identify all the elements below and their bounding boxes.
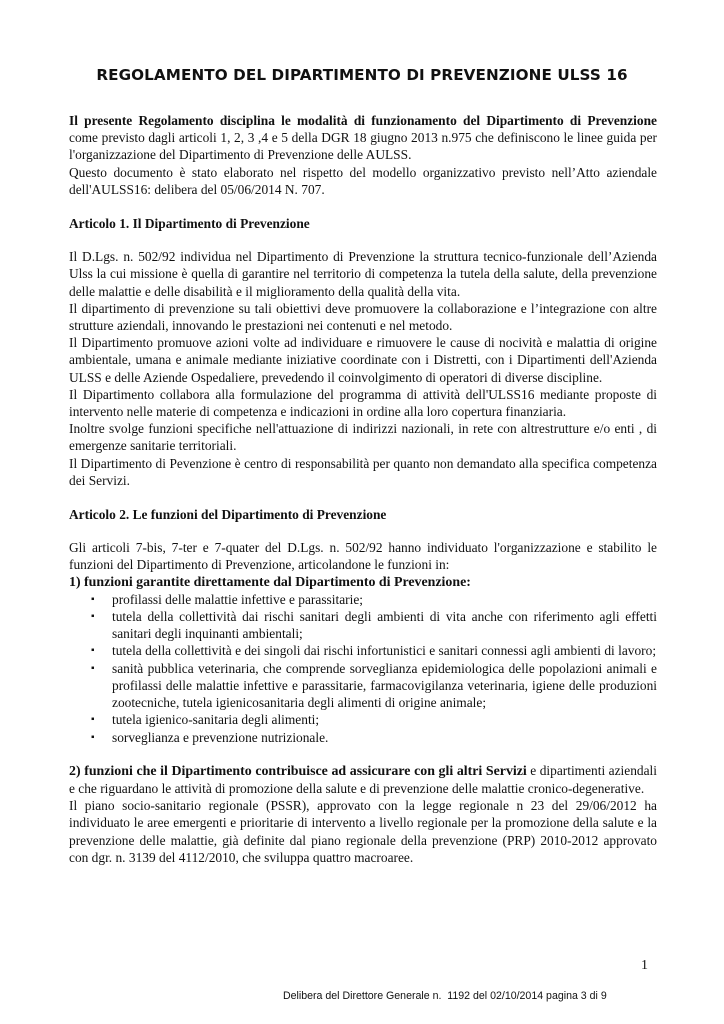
functions-list-2-heading: 2) funzioni che il Dipartimento contribuisce ad assicurare con gli altri Servizi	[69, 763, 527, 779]
bullet-icon: ▪	[91, 714, 95, 726]
bullet-icon: ▪	[91, 662, 95, 674]
bullet-icon: ▪	[91, 731, 95, 743]
list-item-text: profilassi delle malattie infettive e parassitarie;	[112, 591, 363, 607]
article-1-paragraph: Inoltre svolge funzioni specifiche nell'attuazione di indirizzi nazionali, in rete con altrestrutture e/o enti , di emergenze sanitarie territoriali.	[69, 421, 657, 454]
page-number: 1	[641, 958, 648, 973]
article-1-paragraph: Il Dipartimento di Pevenzione è centro di responsabilità per quanto non demandato alla specifica competenza dei Servizi.	[69, 455, 657, 488]
article-1-heading: Articolo 1. Il Dipartimento di Prevenzione	[69, 216, 310, 232]
article-1-paragraph: Il Dipartimento promuove azioni volte ad individuare e rimuovere le cause di nocività e malattia di origine ambientale, umana e animale mediante iniziative coordinate con i Distretti, con i Dipartimenti dell'Azienda ULSS e delle Aziende Ospedaliere, prevedendo il coinvolgimento di operatori di diverse discipline.	[69, 335, 657, 385]
article-1-paragraph: Il D.Lgs. n. 502/92 individua nel Dipartimento di Prevenzione la struttura tecnico-funzionale dell’Azienda Ulss la cui missione è quella di garantire nel territorio di competenza la tutela della salute, della prevenzione delle malattie e delle disabilità e il miglioramento della qualità della vita.	[69, 249, 657, 299]
article-1-paragraph: Il dipartimento di prevenzione su tali obiettivi deve promuovere la collaborazione e l’integrazione con altre strutture aziendali, innovando le prestazioni nei contenuti e nel metodo.	[69, 300, 657, 334]
list-item-text: tutela della collettività e dei singoli dai rischi infortunistici e sanitari connessi agli ambienti di lavoro;	[112, 643, 657, 659]
functions-list-1	[69, 591, 657, 746]
functions-list-2-text: e dipartimenti aziendali e che riguardano le attività di promozione della salute e di prevenzione delle malattie cronico-degenerative.	[69, 762, 657, 796]
bullet-icon: ▪	[91, 645, 95, 657]
list-item	[69, 591, 657, 608]
article-2-intro: Gli articoli 7-bis, 7-ter e 7-quater del D.Lgs. n. 502/92 hanno individuato l'organizzazione e stabilito le funzioni del Dipartimento di Prevenzione, articolandone le funzioni in:	[69, 540, 657, 573]
functions-list-2-paragraph	[69, 762, 657, 797]
intro-text: come previsto dagli articoli 1, 2, 3 ,4 e 5 della DGR 18 giugno 2013 n.975 che definiscono le linee guida per l'organizzazione del Dipartimento di Prevenzione delle AULSS.	[69, 130, 657, 163]
article-2-heading: Articolo 2. Le funzioni del Dipartimento di Prevenzione	[69, 507, 387, 523]
list-item	[69, 711, 657, 728]
bullet-icon: ▪	[91, 593, 95, 605]
intro-paragraph-2: Questo documento è stato elaborato nel rispetto del modello organizzativo previsto nell’Atto aziendale dell'AULSS16: delibera del 05/06/2014 N. 707.	[69, 164, 657, 197]
article-1-paragraph: Il Dipartimento collabora alla formulazione del programma di attività dell'ULSS16 mediante proposte di intervento nelle materie di competenza e indicazioni in ordine alla loro copertura finanziaria.	[69, 386, 657, 420]
intro-paragraph	[69, 112, 657, 164]
list-item-text: sanità pubblica veterinaria, che comprende sorveglianza epidemiologica delle popolazioni animali e profilassi delle malattie infettive e parassitarie, farmacovigilanza veterinaria, igiene delle produzioni zootecniche, tutela igienicosanitaria degli alimenti di origine animale;	[112, 660, 657, 711]
list-item-text: tutela igienico-sanitaria degli alimenti;	[112, 712, 320, 728]
intro-bold-text: Il presente Regolamento disciplina le modalità di funzionamento del Dipartimento di Prevenzione	[69, 113, 657, 128]
footer-text: Delibera del Direttore Generale n. 1192 del 02/10/2014 pagina 3 di 9	[283, 990, 607, 1002]
document-title: REGOLAMENTO DEL DIPARTIMENTO DI PREVENZIONE ULSS 16	[96, 66, 628, 84]
pssr-paragraph: Il piano socio-sanitario regionale (PSSR), approvato con la legge regionale n 23 del 29/06/2012 ha individuato le aree emergenti e prioritarie di intervento a livello regionale per la promozione della salute e la prevenzione delle malattie, già definite dal piano regionale della prevenzione (PRP) 2010-2012 approvato con dgr. n. 3139 del 4112/2010, che sviluppa quattro macroaree.	[69, 798, 657, 865]
document-body	[69, 112, 657, 866]
list-item-text: sorveglianza e prevenzione nutrizionale.	[112, 729, 329, 745]
bullet-icon: ▪	[91, 611, 95, 623]
list-item-text: tutela della collettività dai rischi sanitari degli ambienti di vita anche con riferimento agli effetti sanitari degli inquinanti ambientali;	[112, 609, 657, 642]
list-item	[69, 642, 657, 659]
list-item	[69, 608, 657, 642]
list-item	[69, 729, 657, 746]
functions-list-1-heading: 1) funzioni garantite direttamente dal Dipartimento di Prevenzione:	[69, 574, 471, 590]
list-item	[69, 660, 657, 712]
